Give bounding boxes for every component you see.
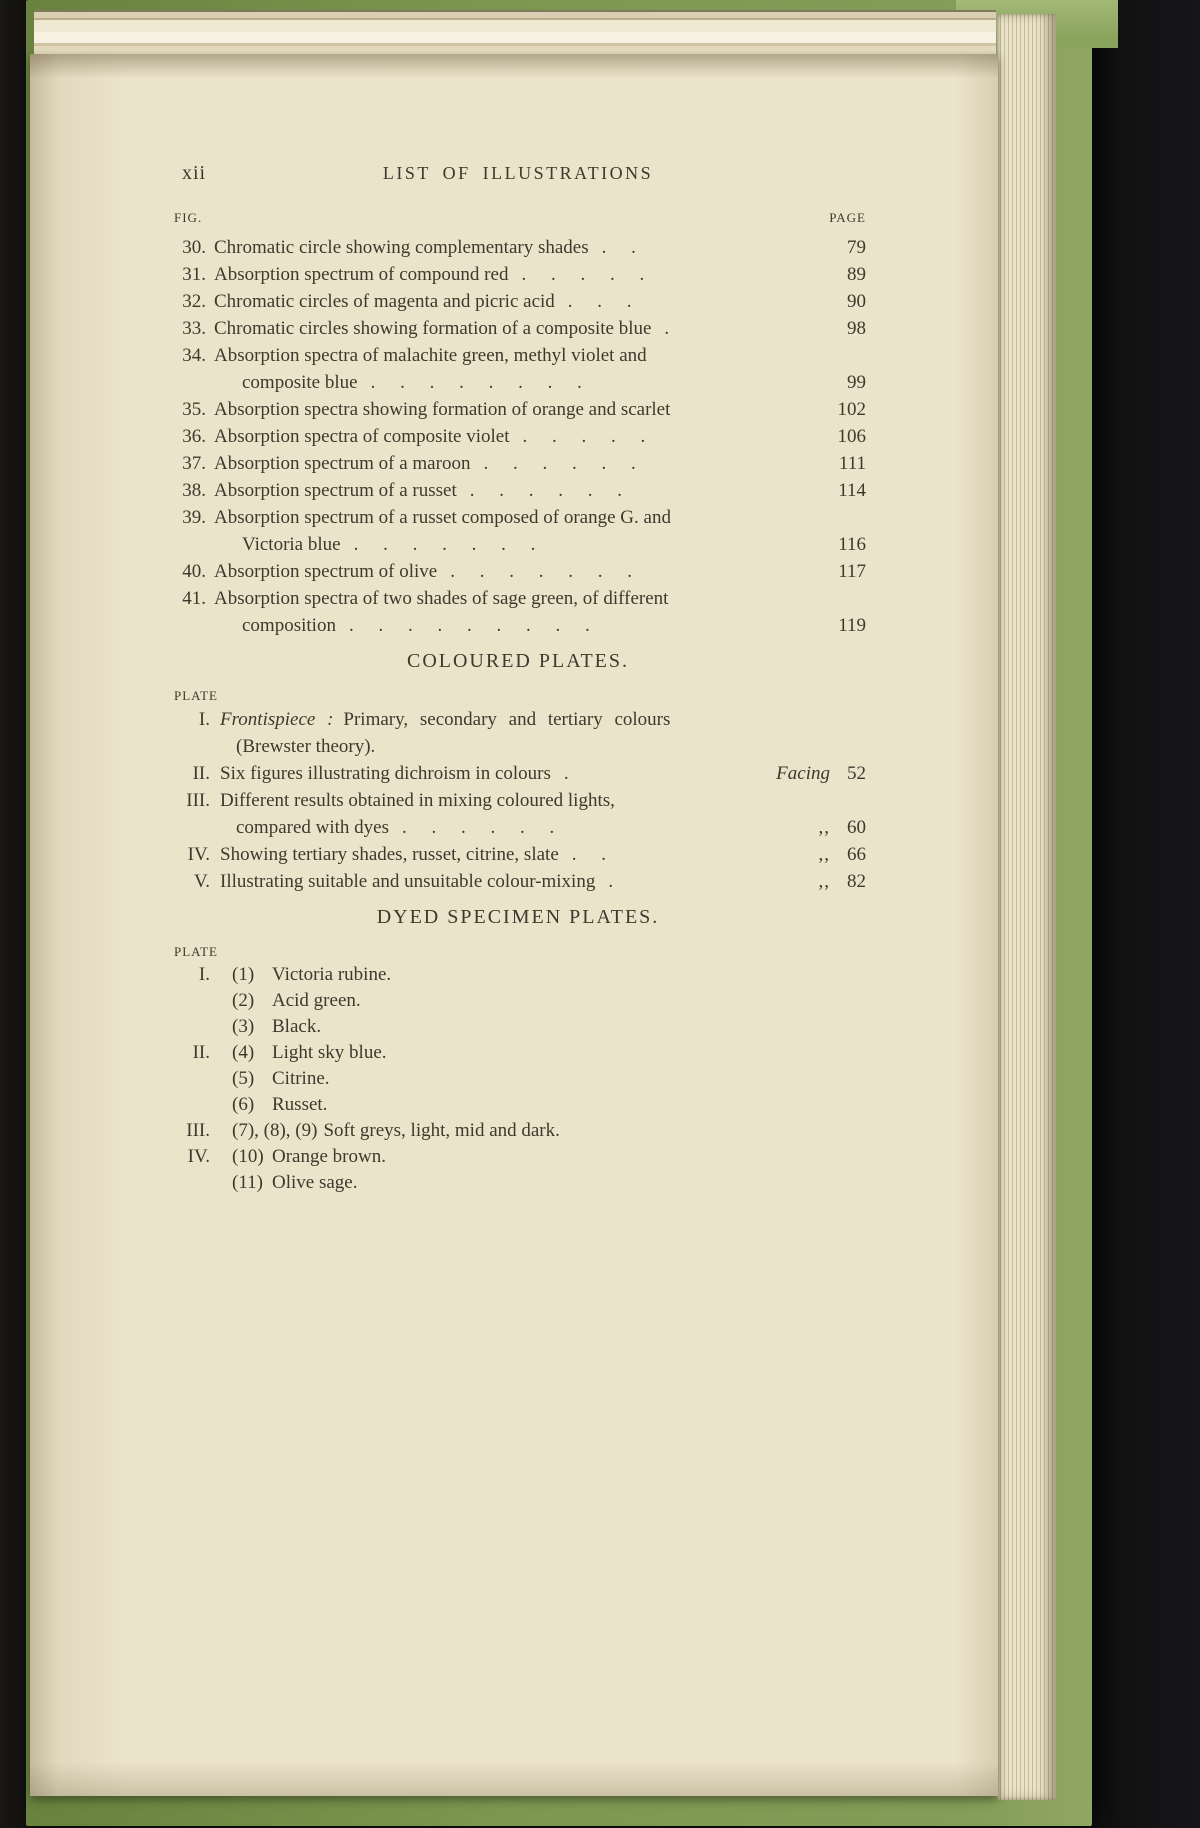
figure-number: 30. [182,237,206,258]
dyed-specimen-list [170,962,998,1196]
dot-leader: . . . . . . . . . [348,615,590,636]
dyed-specimen-heading: DYED SPECIMEN PLATES. [376,906,660,928]
specimen-number: (1) [232,964,255,985]
plate-numeral: I. [198,709,210,730]
plate-caption: Showing tertiary shades, russet, citrine, slate [220,844,559,865]
figure-caption: Absorption spectrum of compound red [214,264,509,285]
plate-numeral: V. [193,871,210,892]
figure-number: 31. [182,264,206,285]
specimen-number: (2) [232,990,255,1011]
figure-page-number [830,585,866,612]
dot-leader [670,396,830,423]
figure-row [170,612,866,639]
figure-caption: Absorption spectra showing formation of orange and scarlet [214,399,671,420]
figure-row [170,450,866,477]
page-column-label: PAGE [829,210,866,225]
figure-page-number: 119 [838,615,866,636]
figure-caption: Absorption spectrum of olive [214,561,438,582]
figure-row [170,558,866,585]
page-edges-right [997,14,1056,1800]
plate-row [170,706,866,733]
specimen-name: Light sky blue. [272,1042,387,1063]
figure-caption: composite blue [242,372,358,393]
figure-number: 38. [182,480,206,501]
figure-caption: Chromatic circles showing formation of a composite blue [214,318,652,339]
figure-page-number [830,504,866,531]
figure-list [170,234,998,639]
dot-leader: . . . . . . [483,453,636,474]
figure-number: 33. [182,318,206,339]
figure-number: 37. [182,453,206,474]
dot-leader: . . . . . [521,264,645,285]
plate-page-number: 82 [847,871,866,892]
figure-row [170,261,866,288]
specimen-number: (3) [232,1016,255,1037]
plate-column-label: PLATE [174,688,218,703]
figure-page-number: 99 [847,372,866,393]
dot-leader: . . . [567,291,632,312]
plate-row [170,814,866,841]
plate-row [170,760,866,787]
figure-caption: Absorption spectrum of a russet composed of orange G. and [214,507,671,528]
page-content [30,54,998,1196]
dot-leader: . [664,318,670,339]
specimen-number: (7), (8), (9) [232,1120,318,1141]
plate-numeral: III. [186,1120,210,1141]
figure-caption: Chromatic circles of magenta and picric acid [214,291,555,312]
plate-numeral: IV. [187,844,210,865]
facing-label: Facing [776,763,830,784]
figure-page-number [830,342,866,369]
plate-numeral [170,1092,210,1118]
figure-row [170,315,866,342]
dot-leader: . . . . . . [402,817,555,838]
figure-row [170,504,866,531]
plate-numeral [170,733,210,760]
figure-caption: Absorption spectrum of a russet [214,480,457,501]
specimen-name: Olive sage. [272,1172,358,1193]
dot-leader: . . . . . . [469,480,622,501]
plate-caption: Illustrating suitable and unsuitable colour-mixing [220,871,596,892]
figure-page-number: 111 [838,453,866,474]
ditto-mark: ,, [818,817,830,838]
figure-caption: Absorption spectra of malachite green, methyl violet and [214,345,647,366]
specimen-number: (5) [232,1068,255,1089]
figure-number: 40. [182,561,206,582]
plate-caption: (Brewster theory). [236,736,376,757]
figure-row [170,477,866,504]
specimen-name: Citrine. [272,1068,330,1089]
plate-page-number: 52 [847,763,866,784]
specimen-name: Acid green. [272,990,361,1011]
figure-number: 34. [182,345,206,366]
figure-caption: Victoria blue [242,534,341,555]
plate-row [170,733,866,760]
plate-numeral: I. [198,964,210,985]
plate-numeral [170,988,210,1014]
plate-caption: compared with dyes [236,817,390,838]
plate-numeral: IV. [187,1146,210,1167]
page-folio: xii [182,162,207,184]
plate-row [170,841,866,868]
specimen-number: (4) [232,1042,255,1063]
specimen-name: Orange brown. [272,1146,386,1167]
figure-row [170,531,866,558]
plate-numeral [170,814,210,841]
specimen-number: (11) [232,1172,263,1193]
specimen-name: Victoria rubine. [272,964,392,985]
fig-column-label: FIG. [174,210,203,225]
specimen-name: Russet. [272,1094,328,1115]
plate-numeral [170,1170,210,1196]
dot-leader [647,342,830,369]
figure-number: 36. [182,426,206,447]
figure-row [170,234,866,261]
figure-number: 32. [182,291,206,312]
page-edges-top [34,10,996,56]
frontispiece-label: Frontispiece : [220,709,334,730]
figure-page-number: 89 [847,264,866,285]
specimen-name: Soft greys, light, mid and dark. [323,1120,560,1141]
plate-numeral [170,1014,210,1040]
dot-leader [668,585,830,612]
figure-page-number: 79 [847,237,866,258]
plate-column-label: PLATE [174,944,218,959]
figure-number: 41. [182,588,206,609]
figure-page-number: 90 [847,291,866,312]
figure-row [170,423,866,450]
figure-page-number: 116 [838,534,866,555]
specimen-row [170,962,866,988]
figure-row [170,342,866,369]
dot-leader: . . . . . . . [450,561,632,582]
figure-page-number: 114 [838,480,866,501]
dot-leader: . . . . . . . [353,534,536,555]
dot-leader: . . . . . . . . [370,372,582,393]
specimen-row [170,1092,866,1118]
dot-leader: . [563,763,569,784]
plate-caption: Frontispiece : Primary, secondary and tertiary colours [220,709,671,730]
specimen-row [170,1014,866,1040]
figure-number [170,612,206,639]
specimen-row [170,988,866,1014]
plate-row [170,868,866,895]
figure-page-number: 117 [838,561,866,582]
column-labels [170,210,866,226]
dot-leader: . . [571,844,607,865]
plate-numeral [170,1066,210,1092]
coloured-plates-heading: COLOURED PLATES. [406,650,629,672]
figure-caption: Chromatic circle showing complementary shades [214,237,589,258]
plate-page-number: 60 [847,817,866,838]
figure-page-number: 102 [837,399,866,420]
figure-number [170,531,206,558]
figure-caption: composition [242,615,336,636]
plate-caption: Different results obtained in mixing coloured lights, [220,790,615,811]
figure-row [170,585,866,612]
plate-numeral: III. [186,790,210,811]
ditto-mark: ,, [818,844,830,865]
figure-number: 39. [182,507,206,528]
specimen-name: Black. [272,1016,322,1037]
figure-caption: Absorption spectra of composite violet [214,426,510,447]
figure-number: 35. [182,399,206,420]
plate-row [170,787,866,814]
figure-caption: Absorption spectrum of a maroon [214,453,471,474]
page-title: LIST OF ILLUSTRATIONS [382,163,654,183]
figure-number [170,369,206,396]
figure-row [170,396,866,423]
dot-leader: . . . . . [522,426,646,447]
figure-row [170,288,866,315]
ditto-mark: ,, [818,871,830,892]
specimen-row [170,1040,866,1066]
plate-numeral: II. [192,1042,210,1063]
plate-page-number: 66 [847,844,866,865]
dot-leader: . [608,871,614,892]
specimen-row [170,1066,866,1092]
plate-numeral: II. [192,763,210,784]
figure-page-number: 98 [847,318,866,339]
figure-page-number: 106 [837,426,866,447]
coloured-plates-list [170,706,998,895]
specimen-number: (6) [232,1094,255,1115]
specimen-row [170,1170,866,1196]
dot-leader: . . [601,237,636,258]
figure-caption: Absorption spectra of two shades of sage green, of different [214,588,669,609]
specimen-number: (10) [232,1146,264,1167]
specimen-row [170,1118,866,1144]
dot-leader [671,504,830,531]
plate-caption: Six figures illustrating dichroism in colours [220,763,551,784]
figure-row [170,369,866,396]
book-page [30,54,998,1796]
specimen-row [170,1144,866,1170]
page-header [170,160,866,188]
